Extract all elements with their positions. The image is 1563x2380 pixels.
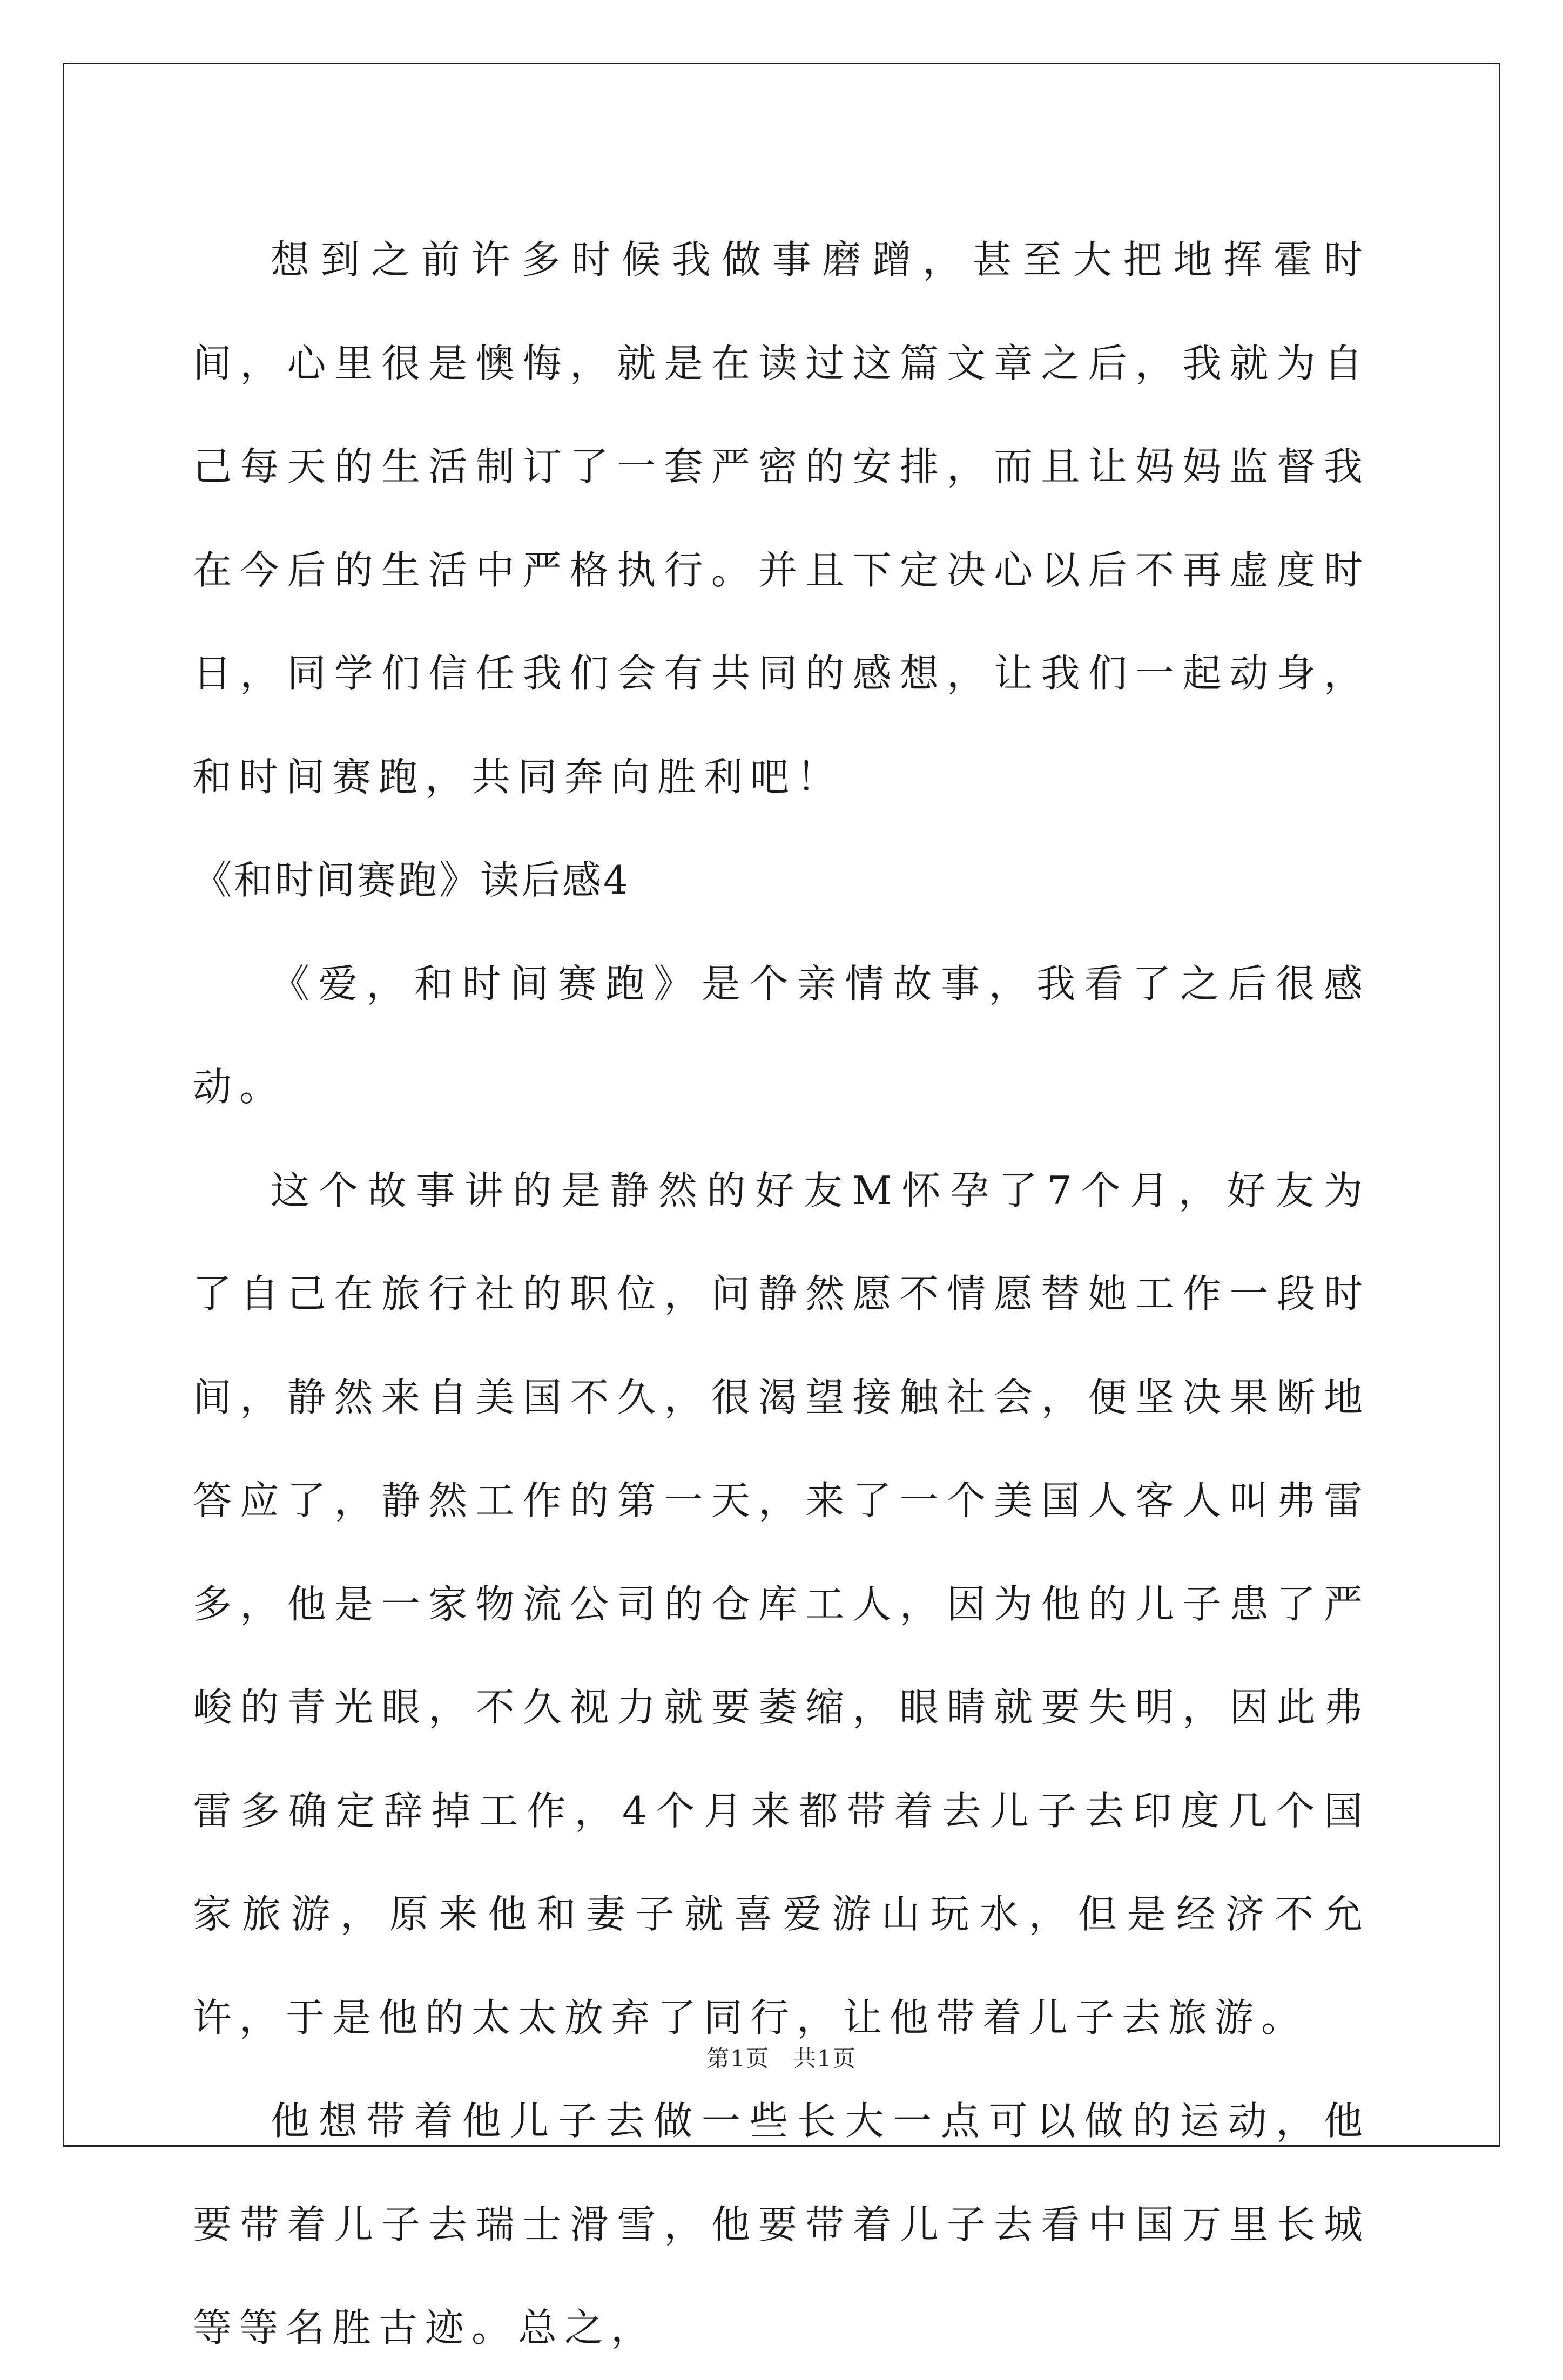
page-footer: 第1页 共1页 xyxy=(706,2045,857,2072)
paragraph-3: 这个故事讲的是静然的好友M怀孕了7个月，好友为了自己在旅行社的职位，问静然愿不情愿替她工作一段时间，静然来自美国不久，很渴望接触社会，便坚决果断地答应了，静然工作的第一天，来了一个美国人客人叫弗雷多，他是一家物流公司的仓库工人，因为他的儿子患了严峻的青光眼，不久视力就要萎缩，眼睛就要失明，因此弗雷多确定辞掉工作，4个月来都带着去儿子去印度几个国家旅游，原来他和妻子就喜爱游山玩水，但是经济不允许，于是他的太太放弃了同行，让他带着儿子去旅游。 xyxy=(193,1167,1370,2040)
paragraph-1: 想到之前许多时候我做事磨蹭，甚至大把地挥霍时间，心里很是懊悔，就是在读过这篇文章之后，我就为自己每天的生活制订了一套严密的安排，而且让妈妈监督我在今后的生活中严格执行。并且下定决心以后不再虚度时日，同学们信任我们会有共同的感想，让我们一起动身，和时间赛跑，共同奔向胜利吧！ xyxy=(193,237,1370,800)
section-heading: 《和时间赛跑》读后感4 xyxy=(193,857,630,903)
paragraph-4: 他想带着他儿子去做一些长大一点可以做的运动，他要带着儿子去瑞士滑雪，他要带着儿子去看中国万里长城等等名胜古迹。总之， xyxy=(193,2098,1370,2350)
paragraph-2: 《爱，和时间赛跑》是个亲情故事，我看了之后很感动。 xyxy=(193,961,1370,1110)
